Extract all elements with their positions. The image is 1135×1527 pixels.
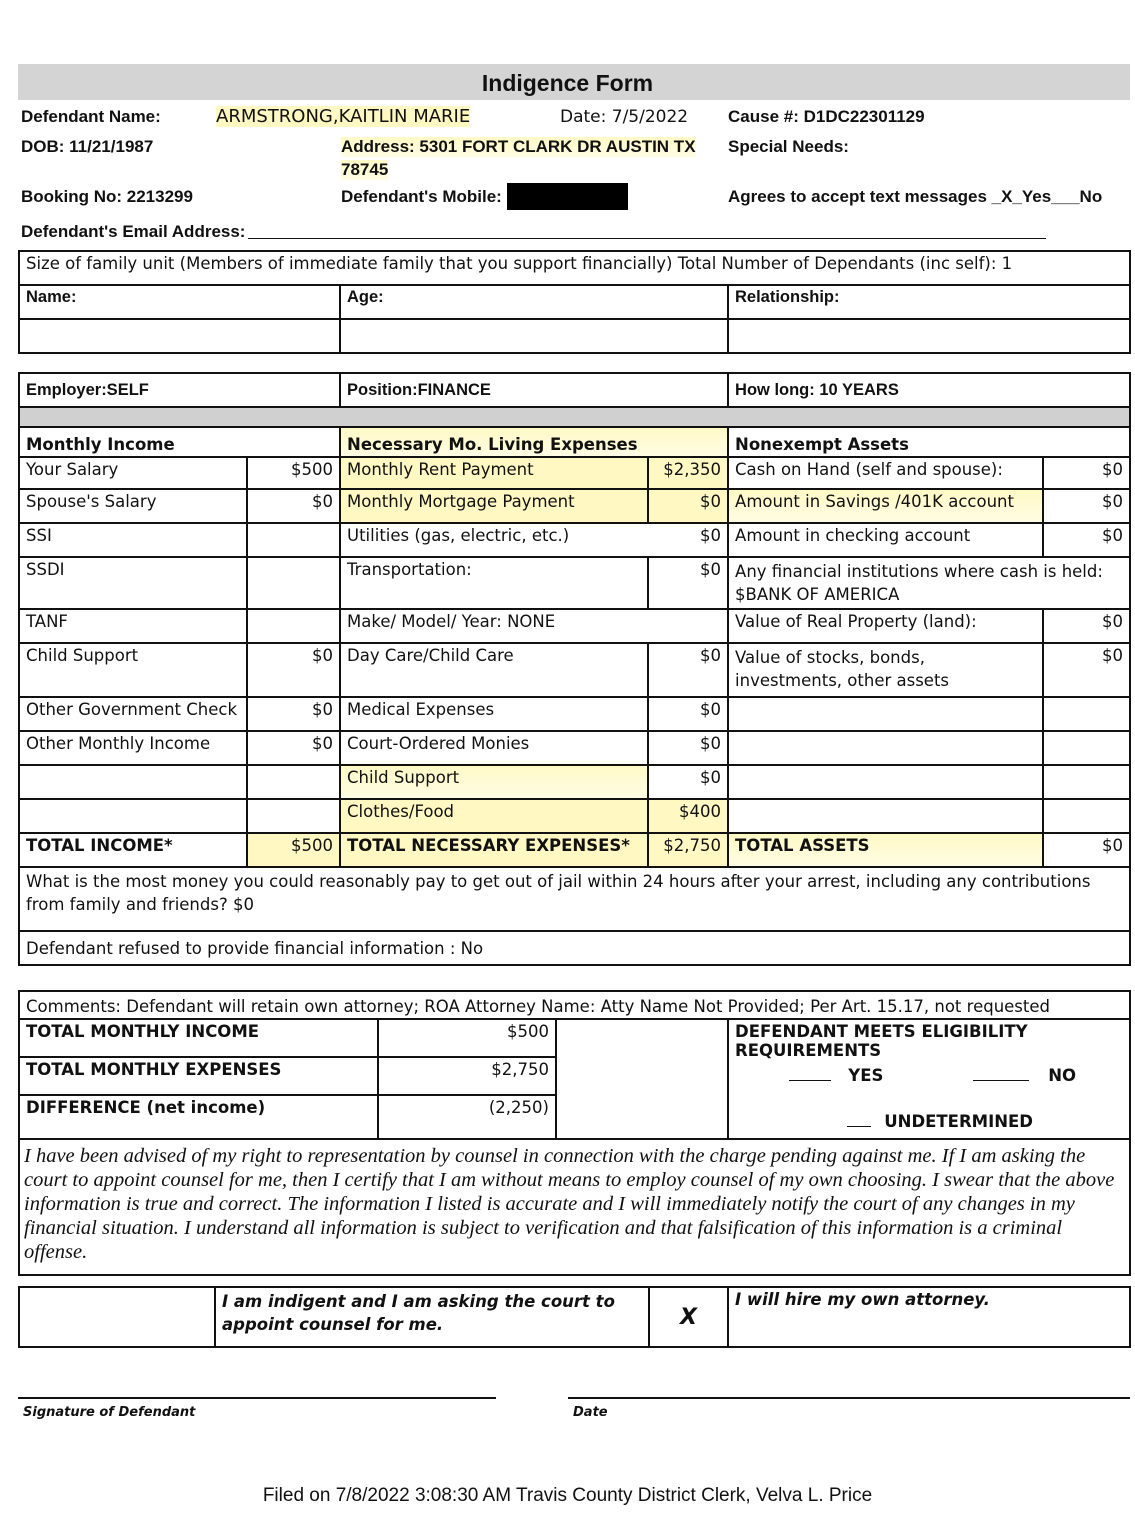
asset-label <box>728 799 1043 833</box>
table-row <box>19 457 1130 489</box>
affirmation-text: I have been advised of my right to representation by counsel in connection with the charge pending against me. If I am asking the court to appoint counsel for me, then I certify that I am without means to employ counsel of my own choosing. I swear that the above information is true and correct. The information I listed is accurate and I will immediately notify the court of any changes in my financial situation. I understand all information is subject to verification and that falsification of this information is a criminal offense. <box>19 1139 1130 1275</box>
asset-label: Amount in Savings /401K account <box>728 489 1043 523</box>
table-row <box>19 697 1130 731</box>
total-assets-label: TOTAL ASSETS <box>728 833 1043 867</box>
difference-label: DIFFERENCE (net income) <box>19 1095 378 1139</box>
expense-value: $400 <box>648 799 728 833</box>
email-blank-line <box>248 238 1046 239</box>
expense-label: Child Support <box>340 765 648 799</box>
address-line-2: 78745 <box>341 160 389 179</box>
text-message-consent: Agrees to accept text messages _X_Yes___No <box>728 187 1103 206</box>
expense-label: Clothes/Food <box>340 799 648 833</box>
employer: Employer:SELF <box>19 373 340 407</box>
table-row <box>19 489 1130 523</box>
name-label: Name: <box>19 285 340 319</box>
total-expenses-label: TOTAL NECESSARY EXPENSES* <box>340 833 648 867</box>
expense-value: $0 <box>648 731 728 765</box>
expense-label: Day Care/Child Care <box>340 643 648 697</box>
family-relationship-cell <box>728 319 1130 353</box>
table-row <box>19 731 1130 765</box>
family-summary: Size of family unit (Members of immediate family that you support financially) Total Number of Dependants (inc self): 1 <box>19 251 1130 285</box>
comments: Comments: Defendant will retain own attorney; ROA Attorney Name: Atty Name Not Provided; Per Art. 15.17, not requested <box>19 991 1130 1019</box>
grey-separator <box>19 407 1130 427</box>
relationship-label: Relationship: <box>728 285 1130 319</box>
bail-question: What is the most money you could reasonably pay to get out of jail within 24 hours after your arrest, including any contributions from family and friends? $0 <box>19 867 1130 931</box>
position: Position:FINANCE <box>340 373 728 407</box>
eligibility-undetermined <box>847 1112 1033 1131</box>
family-name-cell <box>19 319 340 353</box>
eligibility-cell <box>728 1019 1130 1139</box>
asset-value: $0 <box>1043 523 1130 557</box>
income-value: $500 <box>247 457 340 489</box>
income-label: Your Salary <box>19 457 247 489</box>
defendant-name-label: Defendant Name: <box>21 107 161 126</box>
income-value <box>247 799 340 833</box>
family-table <box>18 250 1131 354</box>
asset-label <box>728 765 1043 799</box>
yes-blank <box>789 1080 831 1081</box>
asset-value: $0 <box>1043 489 1130 523</box>
income-label <box>19 765 247 799</box>
no-label: NO <box>1048 1066 1077 1085</box>
summary-table <box>18 990 1131 1276</box>
totals-row <box>19 833 1130 867</box>
asset-value <box>1043 697 1130 731</box>
income-value <box>247 523 340 557</box>
cause-number: Cause #: D1DC22301129 <box>728 107 925 126</box>
email-label: Defendant's Email Address: <box>21 222 246 241</box>
expense-value: $0 <box>648 643 728 697</box>
total-expenses: $2,750 <box>648 833 728 867</box>
finance-table <box>18 372 1131 966</box>
asset-label: Amount in checking account <box>728 523 1043 557</box>
asset-value: $0 <box>1043 609 1130 643</box>
asset-value <box>1043 765 1130 799</box>
how-long: How long: 10 YEARS <box>728 373 1130 407</box>
income-value: $0 <box>247 643 340 697</box>
eligibility-yes <box>789 1066 883 1085</box>
table-row <box>19 765 1130 799</box>
income-label: SSI <box>19 523 247 557</box>
table-row <box>19 557 1130 609</box>
total-monthly-expenses-label: TOTAL MONTHLY EXPENSES <box>19 1057 378 1095</box>
income-value: $0 <box>247 697 340 731</box>
form-date: Date: 7/5/2022 <box>560 107 689 127</box>
expense-label: Utilities (gas, electric, etc.) <box>347 526 570 545</box>
dob: DOB: 11/21/1987 <box>21 137 154 156</box>
expense-cell <box>340 523 728 557</box>
asset-label: Cash on Hand (self and spouse): <box>728 457 1043 489</box>
table-row <box>19 643 1130 697</box>
age-label: Age: <box>340 285 728 319</box>
expense-value: $0 <box>700 526 722 545</box>
income-label: Spouse's Salary <box>19 489 247 523</box>
asset-label: Any financial institutions where cash is held: $BANK OF AMERICA <box>728 557 1130 609</box>
summary-blank-cell <box>556 1019 728 1139</box>
filed-stamp: Filed on 7/8/2022 3:08:30 AM Travis County District Clerk, Velva L. Price <box>262 1485 873 1506</box>
refused-info: Defendant refused to provide financial information : No <box>19 931 1130 965</box>
expense-value: $0 <box>648 765 728 799</box>
income-value: $0 <box>247 489 340 523</box>
address-line-1: Address: 5301 FORT CLARK DR AUSTIN TX <box>341 137 696 156</box>
income-label: Child Support <box>19 643 247 697</box>
difference-value: (2,250) <box>378 1095 556 1139</box>
income-label: Other Government Check <box>19 697 247 731</box>
income-label: SSDI <box>19 557 247 609</box>
eligibility-label: DEFENDANT MEETS ELIGIBILITY REQUIREMENTS <box>735 1022 1028 1060</box>
booking-number: Booking No: 2213299 <box>21 187 193 206</box>
choice-mark: X <box>649 1287 728 1347</box>
no-blank <box>973 1080 1029 1081</box>
expense-value: $0 <box>648 489 728 523</box>
asset-value: $0 <box>1043 457 1130 489</box>
income-value <box>247 765 340 799</box>
table-row <box>19 609 1130 643</box>
assets-header: Nonexempt Assets <box>728 427 1130 457</box>
asset-label <box>728 697 1043 731</box>
expense-value: $0 <box>648 697 728 731</box>
asset-value: $0 <box>1043 643 1130 697</box>
expense-value: $2,350 <box>648 457 728 489</box>
hire-own-attorney-option: I will hire my own attorney. <box>728 1287 1130 1347</box>
family-age-cell <box>340 319 728 353</box>
signature-line <box>18 1397 496 1399</box>
income-label <box>19 799 247 833</box>
expense-label: Court-Ordered Monies <box>340 731 648 765</box>
income-label: TANF <box>19 609 247 643</box>
date-line <box>568 1397 1130 1399</box>
expense-label: Monthly Rent Payment <box>340 457 648 489</box>
table-row <box>19 799 1130 833</box>
asset-label <box>728 731 1043 765</box>
expense-value: $0 <box>648 557 728 609</box>
income-value <box>247 609 340 643</box>
expense-label: Medical Expenses <box>340 697 648 731</box>
expense-label: Transportation: <box>340 557 648 609</box>
expense-label: Monthly Mortgage Payment <box>340 489 648 523</box>
eligibility-no <box>973 1066 1076 1085</box>
total-assets: $0 <box>1043 833 1130 867</box>
redaction-box <box>507 183 628 210</box>
income-label: Other Monthly Income <box>19 731 247 765</box>
date-label: Date <box>573 1405 608 1420</box>
yes-label: YES <box>848 1066 884 1085</box>
choice-blank-cell <box>19 1287 215 1347</box>
asset-label: Value of stocks, bonds, investments, other assets <box>728 643 1043 697</box>
undetermined-blank <box>847 1126 871 1127</box>
income-value: $0 <box>247 731 340 765</box>
table-row <box>19 523 1130 557</box>
total-monthly-expenses: $2,750 <box>378 1057 556 1095</box>
total-monthly-income-label: TOTAL MONTHLY INCOME <box>19 1019 378 1057</box>
undetermined-label: UNDETERMINED <box>884 1112 1033 1131</box>
total-monthly-income: $500 <box>378 1019 556 1057</box>
total-income: $500 <box>247 833 340 867</box>
choice-table <box>18 1286 1131 1348</box>
asset-value <box>1043 799 1130 833</box>
signature-label: Signature of Defendant <box>23 1405 196 1420</box>
mobile-label: Defendant's Mobile: <box>341 187 502 206</box>
defendant-name: ARMSTRONG,KAITLIN MARIE <box>216 106 471 127</box>
total-income-label: TOTAL INCOME* <box>19 833 247 867</box>
special-needs-label: Special Needs: <box>728 137 849 156</box>
asset-label: Value of Real Property (land): <box>728 609 1043 643</box>
expense-label: Make/ Model/ Year: NONE <box>340 609 728 643</box>
expenses-header: Necessary Mo. Living Expenses <box>340 427 728 457</box>
indigent-option: I am indigent and I am asking the court to appoint counsel for me. <box>215 1287 649 1347</box>
income-header: Monthly Income <box>19 427 340 457</box>
asset-value <box>1043 731 1130 765</box>
income-value <box>247 557 340 609</box>
page-title: Indigence Form <box>481 70 654 96</box>
